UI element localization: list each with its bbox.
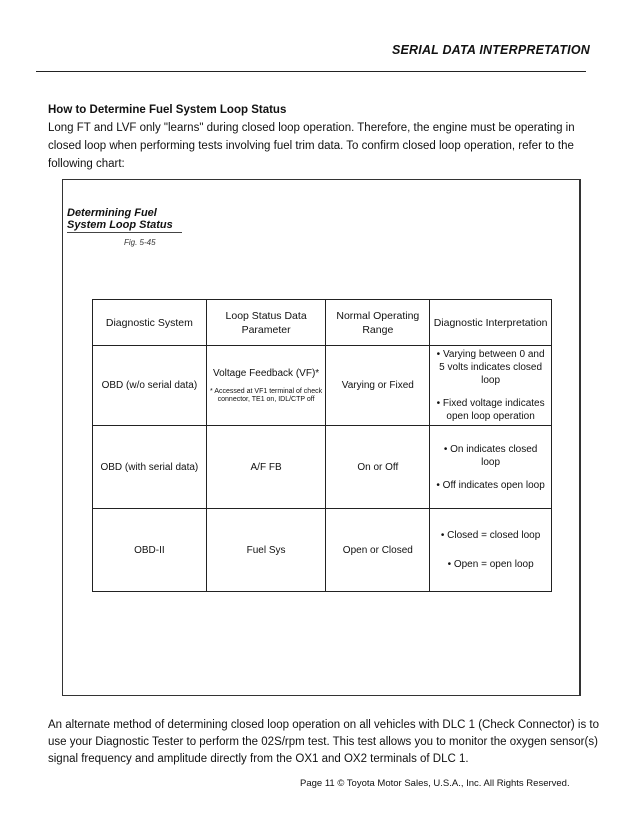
table-header-row — [93, 300, 552, 346]
alternate-method-paragraph: An alternate method of determining closed loop operation on all vehicles with DLC 1 (Check Connector) is to use your Diagnostic Tester to perform the 02S/rpm test. This test allows you to monitor the oxygen sensor(s) signal frequency and amplitude directly from the OX1 and OX2 terminals of DLC 1. — [48, 719, 600, 765]
column-header: Loop Status Data Parameter — [206, 300, 326, 346]
column-header: Diagnostic System — [93, 300, 207, 346]
page-header-title: SERIAL DATA INTERPRETATION — [391, 43, 590, 57]
parameter-cell: Fuel Sys — [206, 509, 326, 592]
loop-status-table — [92, 299, 552, 592]
table-row — [93, 426, 552, 509]
system-cell: OBD (w/o serial data) — [93, 346, 207, 426]
interpretation-cell — [430, 346, 552, 426]
column-header: Normal Operating Range — [326, 300, 430, 346]
header-divider — [36, 71, 586, 72]
system-cell: OBD-II — [93, 509, 207, 592]
range-cell: On or Off — [326, 426, 430, 509]
figure-number: Fig. 5-45 — [124, 238, 156, 247]
interpretation-item: • Fixed voltage indicates open loop operation — [436, 398, 545, 422]
column-header: Diagnostic Interpretation — [430, 300, 552, 346]
parameter-text: Voltage Feedback (VF)* — [213, 368, 320, 379]
table-row — [93, 509, 552, 592]
interpretation-item: • Off indicates open loop — [436, 479, 545, 491]
parameter-cell — [206, 346, 326, 426]
page-footer: Page 11 © Toyota Motor Sales, U.S.A., Inc. All Rights Reserved. — [300, 778, 570, 789]
range-cell: Open or Closed — [326, 509, 430, 592]
interpretation-item: • Closed = closed loop — [440, 530, 541, 541]
intro-paragraph: Long FT and LVF only "learns" during closed loop operation. Therefore, the engine must be operating in closed loop when performing tests involving fuel trim data. To confirm closed loop operation, refer to the following chart: — [48, 122, 575, 170]
figure-title-line-1: Determining Fuel — [67, 207, 157, 219]
system-cell: OBD (with serial data) — [93, 426, 207, 509]
figure-frame — [62, 179, 581, 696]
section-heading: How to Determine Fuel System Loop Status — [48, 104, 287, 116]
figure-title-line-2: System Loop Status — [67, 219, 173, 231]
parameter-cell: A/F FB — [206, 426, 326, 509]
interpretation-item: • Varying between 0 and 5 volts indicates closed loop — [436, 349, 545, 386]
interpretation-cell — [430, 426, 552, 509]
range-cell: Varying or Fixed — [326, 346, 430, 426]
interpretation-item: • On indicates closed loop — [443, 443, 538, 468]
table-row — [93, 346, 552, 426]
parameter-footnote: * Accessed at VF1 terminal of check connector, TE1 on, IDL/CTP off — [210, 388, 323, 403]
interpretation-item: • Open = open loop — [447, 559, 534, 570]
figure-title — [67, 207, 173, 231]
interpretation-cell — [430, 509, 552, 592]
figure-title-underline — [67, 232, 182, 233]
